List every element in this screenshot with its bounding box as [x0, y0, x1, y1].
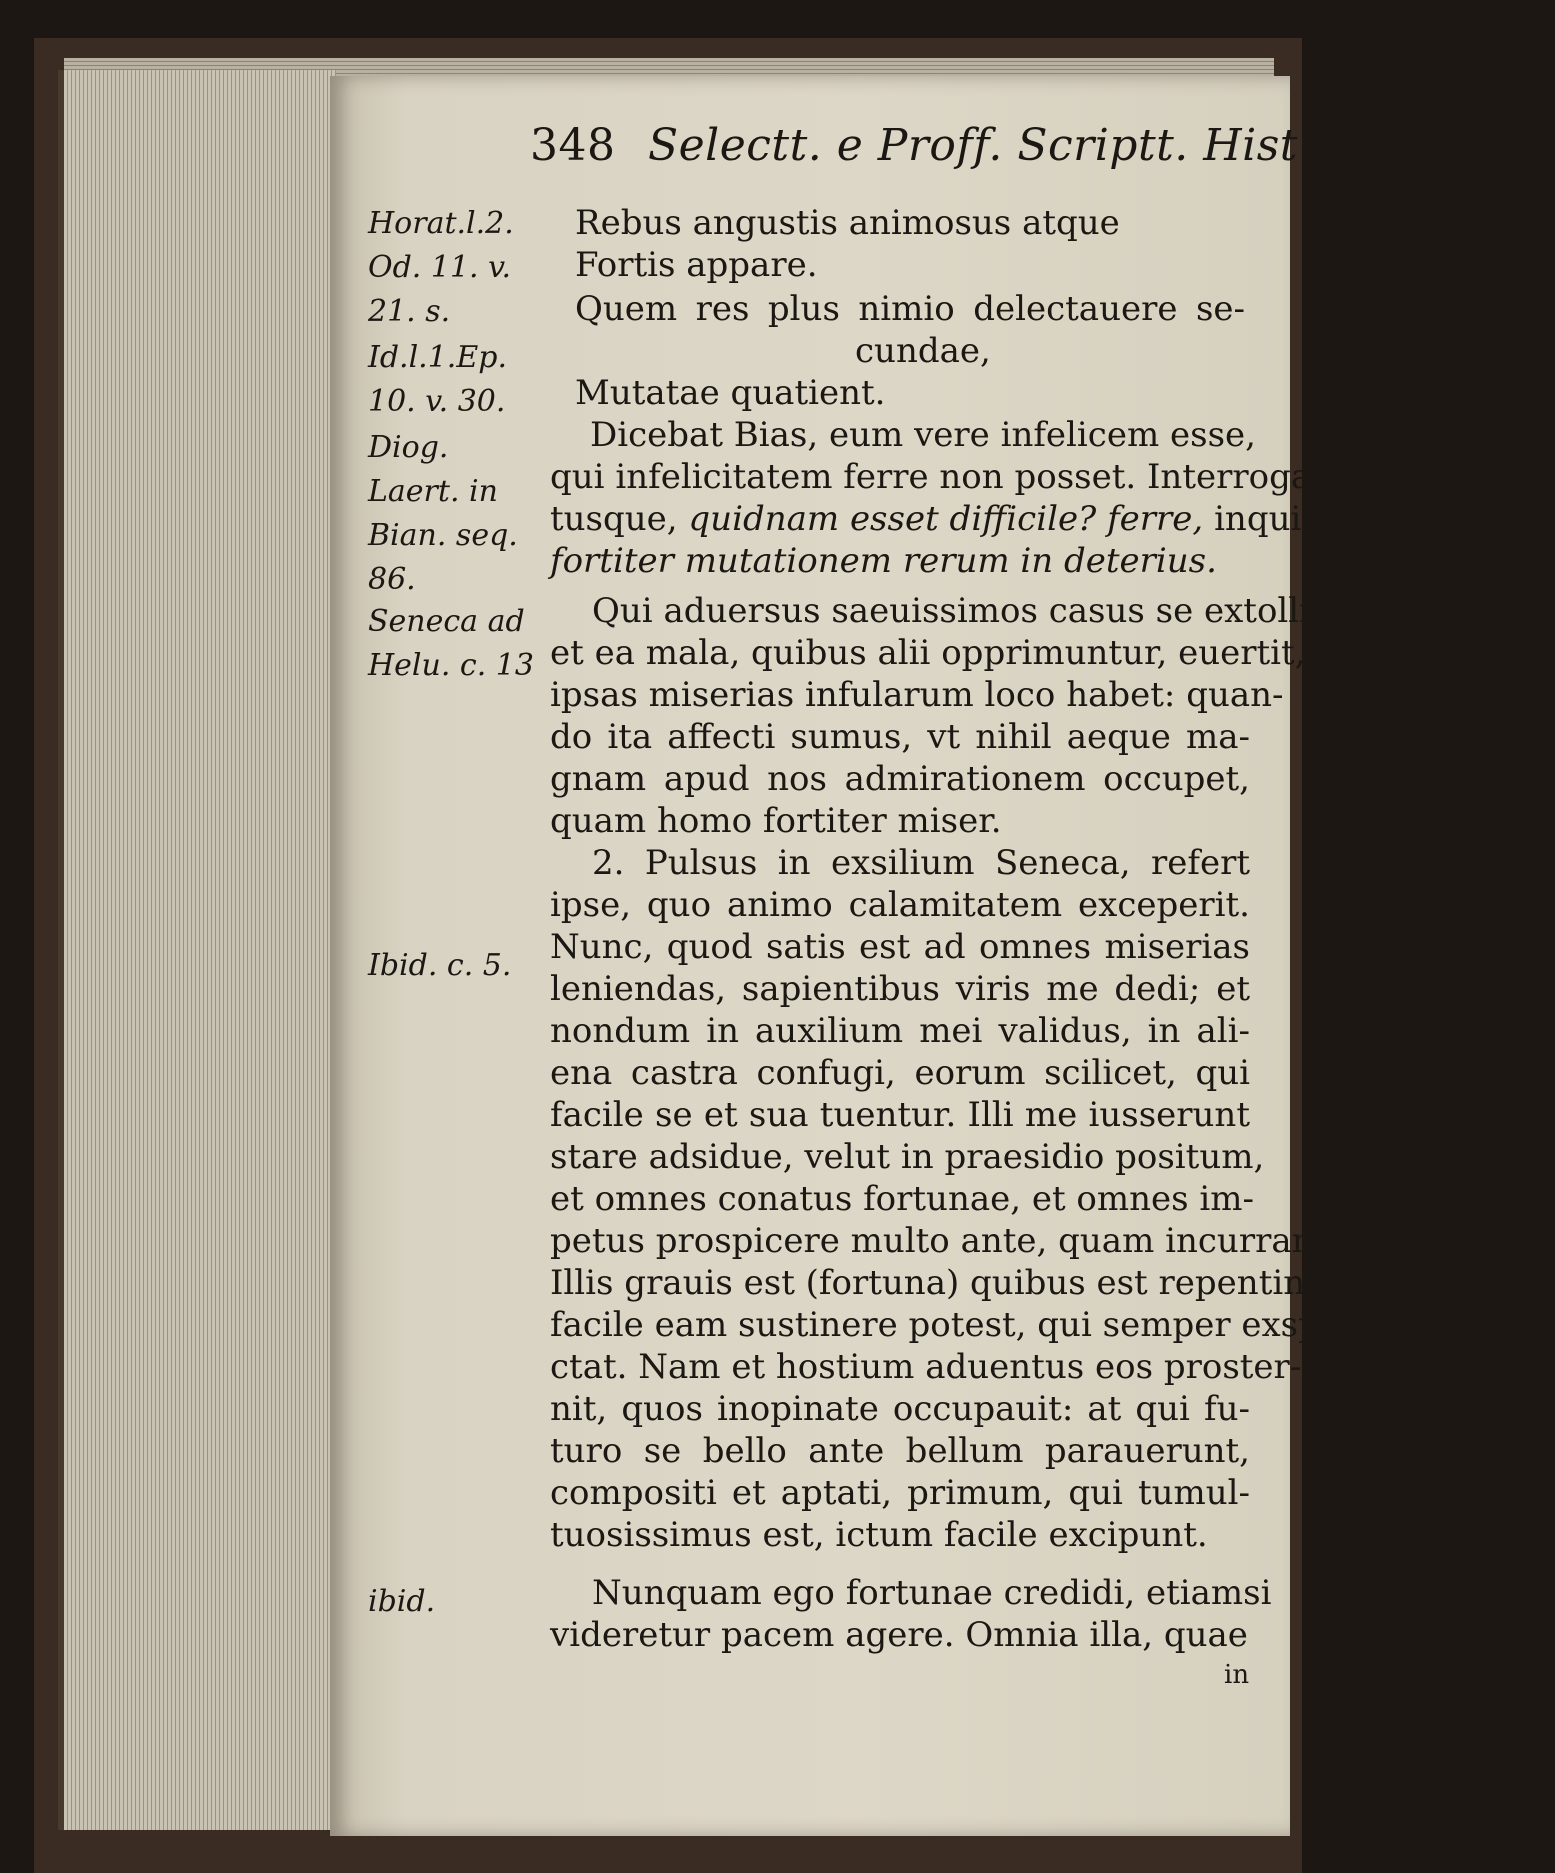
- text-line: facile se et sua tuentur. Illi me iusserunt: [550, 1095, 1250, 1135]
- margin-note: Horat.l.2. Od. 11. v. 21. s.: [368, 206, 514, 329]
- text-line: et ea mala, quibus alii opprimuntur, euertit,: [550, 633, 1306, 673]
- text-run: tusque,: [550, 499, 678, 539]
- page-edges: [58, 70, 336, 1830]
- text-line: stare adsidue, velut in praesidio positum,: [550, 1137, 1265, 1177]
- text-line: tuosissimus est, ictum facile excipunt.: [550, 1515, 1208, 1555]
- text-line: cundae,: [855, 331, 991, 371]
- text-line: gnam apud nos admirationem occupet,: [550, 759, 1250, 799]
- margin-note: ibid.: [368, 1584, 436, 1619]
- text-line: Qui aduersus saeuissimos casus se extollit,: [592, 591, 1335, 631]
- text-line: compositi et aptati, primum, qui tumul-: [550, 1473, 1250, 1513]
- text-run: quidnam esset difficile? ferre,: [688, 499, 1204, 539]
- margin-note: Ibid. c. 5.: [368, 948, 512, 983]
- text-line: qui infelicitatem ferre non posset. Interroga-: [550, 457, 1323, 497]
- catchword: in: [1224, 1660, 1250, 1690]
- page-number: 348: [530, 120, 616, 171]
- text-line: ctat. Nam et hostium aduentus eos proster-: [550, 1347, 1302, 1387]
- text-line: quam homo fortiter miser.: [550, 801, 1002, 841]
- text-line: fortiter mutationem rerum in deterius.: [550, 541, 1217, 581]
- text-line: Nunquam ego fortunae credidi, etiamsi: [592, 1573, 1272, 1613]
- running-header: [530, 120, 1312, 171]
- margin-note: Seneca ad Helu. c. 13: [368, 604, 534, 683]
- text-line: ipse, quo animo calamitatem exceperit.: [550, 885, 1250, 925]
- text-line: videretur pacem agere. Omnia illa, quae: [550, 1615, 1248, 1655]
- running-title: Selectt. e Proff. Scriptt. Hist.: [647, 120, 1313, 171]
- text-line: [550, 498, 1326, 540]
- text-line: nit, quos inopinate occupauit: at qui fu-: [550, 1389, 1250, 1429]
- text-line: 2. Pulsus in exsilium Seneca, refert: [592, 843, 1250, 883]
- text-line: leniendas, sapientibus viris me dedi; et: [550, 969, 1250, 1009]
- text-line: nondum in auxilium mei validus, in ali-: [550, 1011, 1250, 1051]
- margin-note: Id.l.1.Ep. 10. v. 30.: [368, 340, 507, 419]
- text-line: petus prospicere multo ante, quam incurrant.: [550, 1221, 1338, 1261]
- margin-note: Diog. Laert. in Bian. seq. 86.: [368, 430, 518, 597]
- text-line: Illis grauis est (fortuna) quibus est repentina:: [550, 1263, 1337, 1303]
- text-line: facile eam sustinere potest, qui semper exspe-: [550, 1305, 1352, 1345]
- text-line: ipsas miserias infularum loco habet: quan-: [550, 675, 1284, 715]
- text-line: do ita affecti sumus, vt nihil aeque ma-: [550, 717, 1250, 757]
- text-line: Quem res plus nimio delectauere se-: [575, 289, 1245, 329]
- text-line: Fortis appare.: [575, 245, 818, 285]
- text-line: Mutatae quatient.: [575, 373, 886, 413]
- text-line: ena castra confugi, eorum scilicet, qui: [550, 1053, 1250, 1093]
- text-line: Rebus angustis animosus atque: [575, 203, 1120, 243]
- text-line: Nunc, quod satis est ad omnes miserias: [550, 927, 1250, 967]
- text-line: et omnes conatus fortunae, et omnes im-: [550, 1179, 1255, 1219]
- text-line: Dicebat Bias, eum vere infelicem esse,: [590, 415, 1256, 455]
- text-line: turo se bello ante bellum parauerunt,: [550, 1431, 1250, 1471]
- text-run: inquit,: [1214, 499, 1326, 539]
